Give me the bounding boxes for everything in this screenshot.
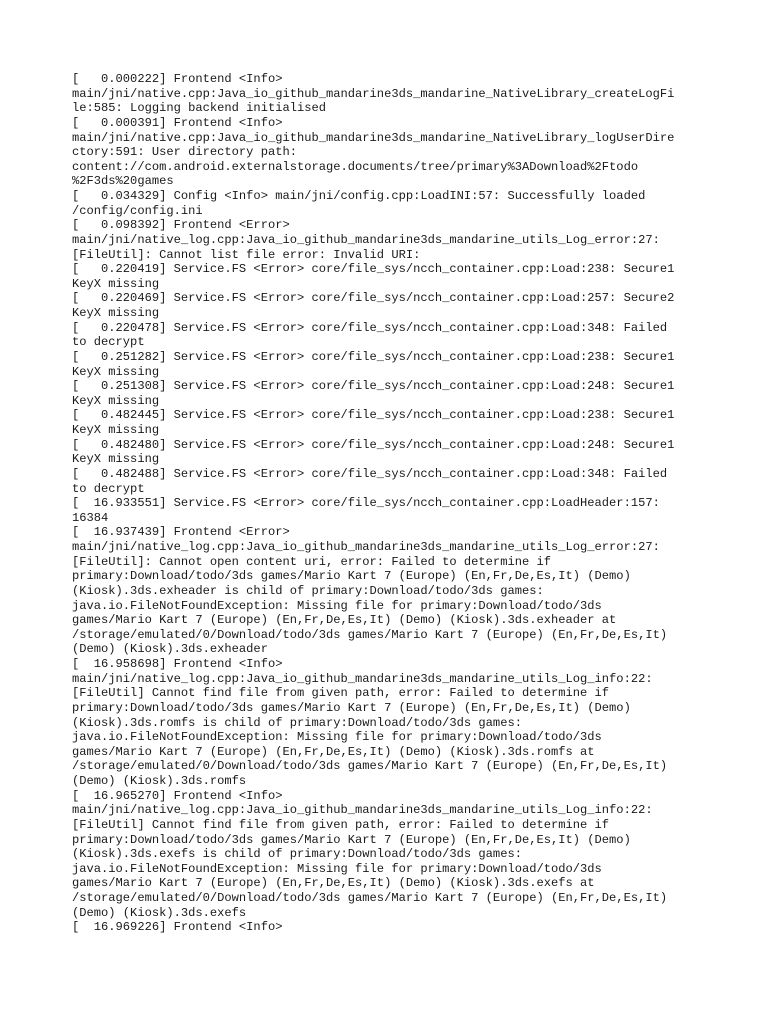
log-line: /storage/emulated/0/Download/todo/3ds games/Mario Kart 7 (Europe) (En,Fr,De,Es,It) <box>72 627 668 642</box>
log-line: [ 16.969226] Frontend <Info> <box>72 920 283 935</box>
log-line: [ 16.965270] Frontend <Info> <box>72 788 283 803</box>
log-line: primary:Download/todo/3ds games/Mario Kart 7 (Europe) (En,Fr,De,Es,It) (Demo) <box>72 700 631 715</box>
log-line: content://com.android.externalstorage.documents/tree/primary%3ADownload%2Ftodo <box>72 159 639 174</box>
log-line: to decrypt <box>72 335 145 350</box>
log-line: [ 0.482488] Service.FS <Error> core/file_sys/ncch_container.cpp:Load:348: Failed <box>72 466 668 481</box>
log-line: KeyX missing <box>72 423 160 437</box>
log-line: games/Mario Kart 7 (Europe) (En,Fr,De,Es,It) (Demo) (Kiosk).3ds.exefs at <box>72 876 595 891</box>
log-line: [ 0.251308] Service.FS <Error> core/file_sys/ncch_container.cpp:Load:248: Secure1 <box>72 379 675 394</box>
log-line: [ 0.482480] Service.FS <Error> core/file_sys/ncch_container.cpp:Load:248: Secure1 <box>72 437 675 452</box>
log-line: main/jni/native_log.cpp:Java_io_github_mandarine3ds_mandarine_utils_Log_info:22: <box>72 803 653 818</box>
log-line: games/Mario Kart 7 (Europe) (En,Fr,De,Es,It) (Demo) (Kiosk).3ds.romfs at <box>72 744 595 759</box>
log-line: (Demo) (Kiosk).3ds.exheader <box>72 642 268 657</box>
log-line: java.io.FileNotFoundException: Missing file for primary:Download/todo/3ds <box>72 861 602 876</box>
log-line: /config/config.ini <box>72 203 203 218</box>
log-line: (Demo) (Kiosk).3ds.romfs <box>72 774 247 788</box>
log-line: primary:Download/todo/3ds games/Mario Kart 7 (Europe) (En,Fr,De,Es,It) (Demo) <box>72 569 631 584</box>
log-line: [ 0.220419] Service.FS <Error> core/file_sys/ncch_container.cpp:Load:238: Secure1 <box>72 262 675 277</box>
log-line: [ 0.034329] Config <Info> main/jni/config.cpp:LoadINI:57: Successfully loaded <box>72 189 646 203</box>
log-line: [ 0.251282] Service.FS <Error> core/file_sys/ncch_container.cpp:Load:238: Secure1 <box>72 349 675 364</box>
log-line: /storage/emulated/0/Download/todo/3ds games/Mario Kart 7 (Europe) (En,Fr,De,Es,It) <box>72 759 668 774</box>
log-line: [ 16.933551] Service.FS <Error> core/file_sys/ncch_container.cpp:LoadHeader:157: <box>72 496 660 511</box>
log-line: games/Mario Kart 7 (Europe) (En,Fr,De,Es,It) (Demo) (Kiosk).3ds.exheader at <box>72 613 617 628</box>
log-line: %2F3ds%20games <box>72 174 174 189</box>
log-line: main/jni/native.cpp:Java_io_github_mandarine3ds_mandarine_NativeLibrary_createLogFi <box>72 86 675 101</box>
log-line: java.io.FileNotFoundException: Missing file for primary:Download/todo/3ds <box>72 598 602 613</box>
log-document <box>72 72 702 935</box>
log-line: KeyX missing <box>72 364 160 379</box>
log-line: main/jni/native_log.cpp:Java_io_github_mandarine3ds_mandarine_utils_Log_error:27: <box>72 540 660 554</box>
log-line: KeyX missing <box>72 393 160 408</box>
log-line: [FileUtil]: Cannot open content uri, error: Failed to determine if <box>72 554 551 569</box>
log-line: [ 0.482445] Service.FS <Error> core/file_sys/ncch_container.cpp:Load:238: Secure1 <box>72 408 675 423</box>
log-line: (Demo) (Kiosk).3ds.exefs <box>72 905 247 920</box>
log-line: to decrypt <box>72 481 145 496</box>
log-line: primary:Download/todo/3ds games/Mario Kart 7 (Europe) (En,Fr,De,Es,It) (Demo) <box>72 832 631 847</box>
log-line: main/jni/native_log.cpp:Java_io_github_mandarine3ds_mandarine_utils_Log_info:22: <box>72 671 653 686</box>
log-line: [ 0.220469] Service.FS <Error> core/file_sys/ncch_container.cpp:Load:257: Secure2 <box>72 291 675 306</box>
log-line: KeyX missing <box>72 276 160 291</box>
log-line: main/jni/native.cpp:Java_io_github_mandarine3ds_mandarine_NativeLibrary_logUserDire <box>72 130 675 145</box>
log-line: [ 0.000391] Frontend <Info> <box>72 115 283 130</box>
log-line: [ 0.220478] Service.FS <Error> core/file_sys/ncch_container.cpp:Load:348: Failed <box>72 320 668 335</box>
log-line: main/jni/native_log.cpp:Java_io_github_mandarine3ds_mandarine_utils_Log_error:27: <box>72 232 660 247</box>
log-line: [ 0.098392] Frontend <Error> <box>72 218 290 233</box>
log-line: [FileUtil] Cannot find file from given path, error: Failed to determine if <box>72 686 610 701</box>
log-line: (Kiosk).3ds.exefs is child of primary:Download/todo/3ds games: <box>72 847 522 862</box>
log-line: 16384 <box>72 510 109 525</box>
log-line: le:585: Logging backend initialised <box>72 101 327 116</box>
log-line: [ 0.000222] Frontend <Info> <box>72 72 283 86</box>
log-line: /storage/emulated/0/Download/todo/3ds games/Mario Kart 7 (Europe) (En,Fr,De,Es,It) <box>72 891 668 905</box>
log-line: [FileUtil]: Cannot list file error: Invalid URI: <box>72 247 421 262</box>
log-line: (Kiosk).3ds.romfs is child of primary:Download/todo/3ds games: <box>72 715 522 730</box>
log-line: KeyX missing <box>72 452 160 467</box>
log-line: [FileUtil] Cannot find file from given path, error: Failed to determine if <box>72 817 610 832</box>
log-line: java.io.FileNotFoundException: Missing file for primary:Download/todo/3ds <box>72 730 602 745</box>
log-line: ctory:591: User directory path: <box>72 145 297 160</box>
log-line: (Kiosk).3ds.exheader is child of primary:Download/todo/3ds games: <box>72 583 544 598</box>
log-line: KeyX missing <box>72 306 160 320</box>
log-line: [ 16.937439] Frontend <Error> <box>72 525 290 540</box>
log-line: [ 16.958698] Frontend <Info> <box>72 657 283 671</box>
